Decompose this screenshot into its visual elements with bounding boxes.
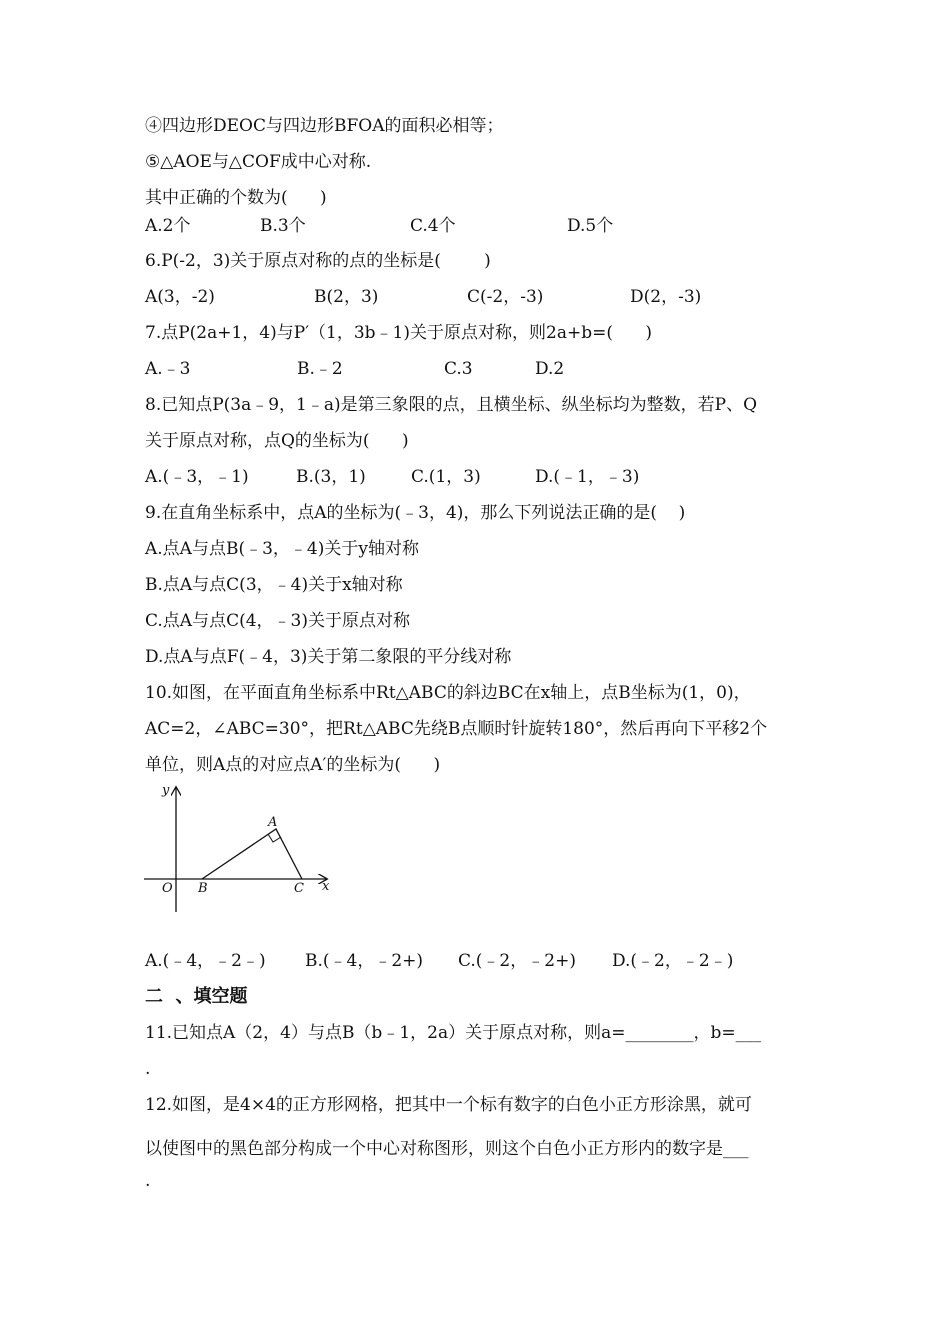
q5-option-b: B.3个 [260,216,306,236]
question-11-trailing-dot: . [145,1059,151,1079]
q8-option-a: A.(﹣3，﹣1) [145,467,249,487]
q7-option-b: B.﹣2 [297,359,343,379]
question-12-line-2: 以使图中的黑色部分构成一个中心对称图形，则这个白色小正方形内的数字是___ [145,1139,749,1159]
label-o: O [162,881,173,896]
q6-option-d: D(2，-3) [630,287,702,307]
q6-option-c: C(-2，-3) [467,287,544,307]
triangle-abc [202,829,302,879]
question-10-line-2: AC=2，∠ABC=30°，把Rt△ABC先绕B点顺时针旋转180°，然后再向下平移2个 [145,719,768,739]
q6-option-b: B(2，3) [314,287,379,307]
question-9-option-d: D.点A与点F(﹣4，3)关于第二象限的平分线对称 [145,647,512,667]
q8-option-d: D.(﹣1，﹣3) [535,467,640,487]
label-c: C [294,881,304,896]
q10-option-c: C.(﹣2，﹣2+) [458,951,576,971]
question-9-option-a: A.点A与点B(﹣3，﹣4)关于y轴对称 [145,539,419,559]
q6-option-a: A(3，-2) [145,287,215,307]
question-7: 7.点P(2a+1，4)与P′（1，3b﹣1)关于原点对称，则2a+b=( ) [145,323,653,343]
label-b: B [198,881,208,896]
label-y: y [162,783,170,798]
line-statement-5: ⑤△AOE与△COF成中心对称. [145,152,372,172]
question-12-line-1: 12.如图，是4×4的正方形网格，把其中一个标有数字的白色小正方形涂黑，就可 [145,1095,752,1115]
q10-option-d: D.(﹣2，﹣2﹣) [612,951,734,971]
q7-option-a: A.﹣3 [145,359,191,379]
question-12-trailing-dot: . [145,1171,151,1191]
label-a: A [268,815,278,830]
question-11: 11.已知点A（2，4）与点B（b﹣1，2a）关于原点对称，则a=________，b=___ [145,1023,762,1043]
line-statement-4: ④四边形DEOC与四边形BFOA的面积必相等； [145,116,504,136]
q10-option-a: A.(﹣4，﹣2﹣) [145,951,266,971]
question-9-option-b: B.点A与点C(3，﹣4)关于x轴对称 [145,575,403,595]
q7-option-d: D.2 [535,359,565,379]
section-heading-fill-blank: 二 、填空题 [145,986,248,1007]
question-9: 9.在直角坐标系中，点A的坐标为(﹣3，4)，那么下列说法正确的是( ) [145,503,686,523]
question-10-line-1: 10.如图，在平面直角坐标系中Rt△ABC的斜边BC在x轴上，点B坐标为(1，0)， [145,683,751,703]
q5-option-d: D.5个 [567,216,614,236]
question-10-line-3: 单位，则A点的对应点A′的坐标为( ) [145,755,441,775]
question-9-option-c: C.点A与点C(4，﹣3)关于原点对称 [145,611,410,631]
q10-option-b: B.(﹣4，﹣2+) [305,951,424,971]
triangle-figure [140,782,340,916]
q5-option-a: A.2个 [145,216,191,236]
question-8-line-2: 关于原点对称，点Q的坐标为( ) [145,431,409,451]
q5-option-c: C.4个 [410,216,456,236]
label-x: x [322,879,330,894]
q7-option-c: C.3 [444,359,473,379]
question-5-prompt: 其中正确的个数为( ) [145,188,327,208]
question-8-line-1: 8.已知点P(3a﹣9，1﹣a)是第三象限的点，且横坐标、纵坐标均为整数，若P、Q [145,395,758,415]
q8-option-b: B.(3，1) [296,467,366,487]
question-6: 6.P(-2，3)关于原点对称的点的坐标是( ) [145,251,491,271]
q8-option-c: C.(1，3) [411,467,481,487]
